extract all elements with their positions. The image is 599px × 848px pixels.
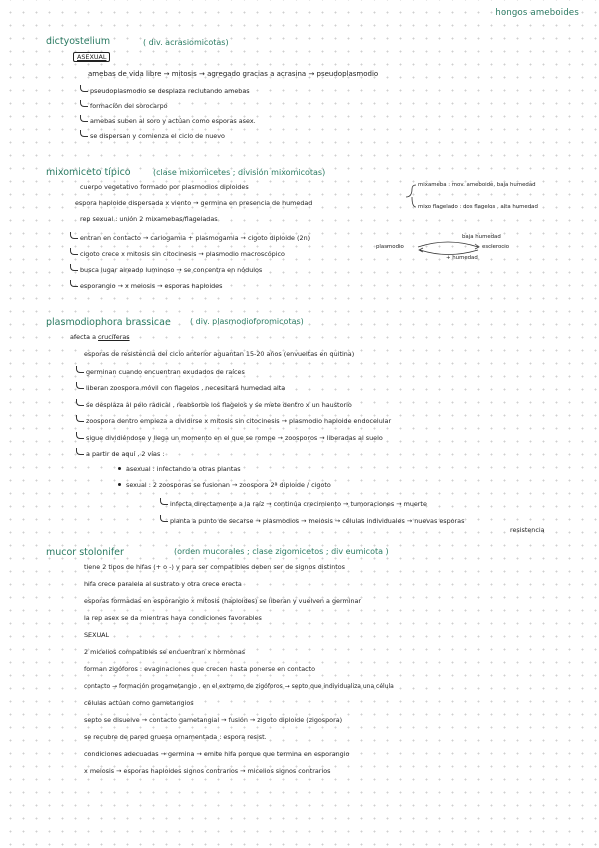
note-line: se desplaza al pelo radical , reabsorbe los flagelos y se mete dentro x un haustorio	[76, 399, 352, 410]
note-line: esporas de resistencia del ciclo anterior aguantan 15-20 años (envueltas en quitina)	[84, 350, 355, 358]
note-line: pseudoplasmodio se desplaza reclutando amebas	[80, 85, 250, 96]
section-subtitle: (orden mucorales ; clase zigomicetos ; div eumicota )	[174, 547, 389, 556]
hook-arrow-icon	[76, 399, 84, 406]
hook-arrow-icon	[80, 100, 88, 107]
note-line: formación del sorocarpo	[80, 100, 168, 111]
note-line: hifa crece paralela al sustrato y otra crece erecta	[84, 580, 242, 588]
note-line: cigoto crece x mitosis sin citocinesis → plasmodio macroscópico	[70, 248, 285, 259]
note-line: planta a punto de secarse → plasmodios → meiosis → células individuales → nuevas esporas	[160, 515, 464, 526]
section-title: dictyostelium	[46, 36, 111, 47]
hook-arrow-icon	[80, 85, 88, 92]
hook-arrow-icon	[70, 232, 78, 239]
hook-arrow-icon	[76, 382, 84, 389]
note-line: entran en contacto → cariogamia + plasmogamia → cigoto diploide (2n)	[70, 232, 310, 243]
side-note: baja humedad	[462, 234, 501, 240]
note-line: amebas suben al soro y actúan como esporas asex.	[80, 115, 256, 126]
note-line: esporas formadas en esporangio x mitosis (haploides) se liberan y vuelven a germinar	[84, 597, 362, 605]
hook-arrow-icon	[76, 448, 84, 455]
note-line: sigue dividiéndose y llega un momento en el que se rompe → zoosporos → liberadas al suelo	[76, 432, 383, 443]
note-line: a partir de aquí , 2 vías :	[76, 448, 165, 459]
note-line: septo se disuelve → contacto gametangial → fusión → zigoto diploide (zigospora)	[84, 716, 343, 724]
note-line: la rep asex se da mientras haya condiciones favorables	[84, 614, 262, 622]
page-header: hongos ameboides	[495, 8, 579, 18]
note-line: busca lugar aireado luminoso → se concentra en nódulos	[70, 264, 262, 275]
note-line: amebas de vida libre → mitosis → agregado gracias a acrasina → pseudoplasmodio	[88, 70, 379, 78]
note-line: tiene 2 tipos de hifas (+ o -) y para ser compatibles deben ser de signos distintos	[84, 563, 345, 571]
list-item: sexual : 2 zoosporas se fusionan → zoospora 2ª diploide / cigoto	[118, 481, 331, 490]
hook-arrow-icon	[76, 366, 84, 373]
hook-arrow-icon	[70, 280, 78, 287]
hook-arrow-icon	[70, 264, 78, 271]
side-note: plasmodio	[376, 244, 404, 250]
side-note: esclerocio	[482, 244, 510, 250]
bullet-icon	[118, 483, 121, 486]
hook-arrow-icon	[76, 415, 84, 422]
note-line: afecta a crucíferas	[70, 333, 130, 341]
note-line: forman zigóforos : evaginaciones que crecen hasta ponerse en contacto	[84, 665, 316, 673]
note-line: se dispersan y comienza el ciclo de nuevo	[80, 130, 225, 141]
note-line: germinan cuando encuentran exudados de raíces	[76, 366, 245, 377]
note-line: x meiosis → esporas haploides signos contrarios → micelios signos contrarios	[84, 767, 331, 775]
section-title: plasmodiophora brassicae	[46, 317, 171, 328]
note-line: espora haploide dispersada x viento → germina en presencia de humedad	[75, 199, 313, 207]
branch-note: mixameba : mov. ameboide, baja humedad	[418, 182, 536, 188]
hook-arrow-icon	[160, 498, 168, 505]
section-title: mucor stolonifer	[46, 547, 124, 558]
note-line: cuerpo vegetativo formado por plasmodios diploides	[80, 183, 249, 191]
note-line: infecta directamente a la raíz → continúa crecimiento → tumoraciones → muerte	[160, 498, 427, 509]
section-title: mixomiceto típico	[46, 167, 131, 178]
hook-arrow-icon	[160, 515, 168, 522]
note-line: células actúan como gametangios	[84, 699, 194, 707]
branch-brace-icon	[404, 183, 418, 211]
hook-arrow-icon	[76, 432, 84, 439]
section-subtitle: (clase mixomicetes ; división mixomicotas)	[153, 168, 326, 177]
list-item: asexual : infectando a otras plantas	[118, 465, 241, 474]
section-subtitle: ( div. plasmodioforomicotas)	[190, 317, 304, 326]
hook-arrow-icon	[80, 130, 88, 137]
crop-name: crucíferas	[98, 333, 130, 341]
branch-note: mixo flagelado : dos flagelos , alta humedad	[418, 204, 538, 210]
note-line: liberan zoospora móvil con flagelos , necesitará humedad alta	[76, 382, 285, 393]
note-line: contacto → formación progametangio , en el extremo de zigóforos → septo que individualiza una célula	[84, 683, 394, 690]
note-line: condiciones adecuadas → germina → emite hifa porque que termina en esporangio	[84, 750, 350, 758]
asexual-label: ASEXUAL	[73, 52, 110, 62]
hook-arrow-icon	[80, 115, 88, 122]
note-line: se recubre de pared gruesa ornamentada : espora resist.	[84, 733, 267, 741]
section-subtitle: ( div. acrasiomicotas)	[143, 38, 229, 47]
note-line: resistencia	[510, 526, 545, 534]
note-line: zoospora dentro empieza a dividirse x mitosis sin citocinesis → plasmodio haploide endocelular	[76, 415, 391, 426]
sexual-label: SEXUAL	[84, 631, 110, 639]
note-line: rep sexual : unión 2 mixamebas/flageladas	[80, 215, 218, 223]
bullet-icon	[118, 467, 121, 470]
side-note: + humedad	[446, 255, 478, 261]
hook-arrow-icon	[70, 248, 78, 255]
note-line: esporangio → x meiosis → esporas haploides	[70, 280, 222, 291]
note-line: 2 micelios compatibles se encuentran x hormonas	[84, 648, 246, 656]
